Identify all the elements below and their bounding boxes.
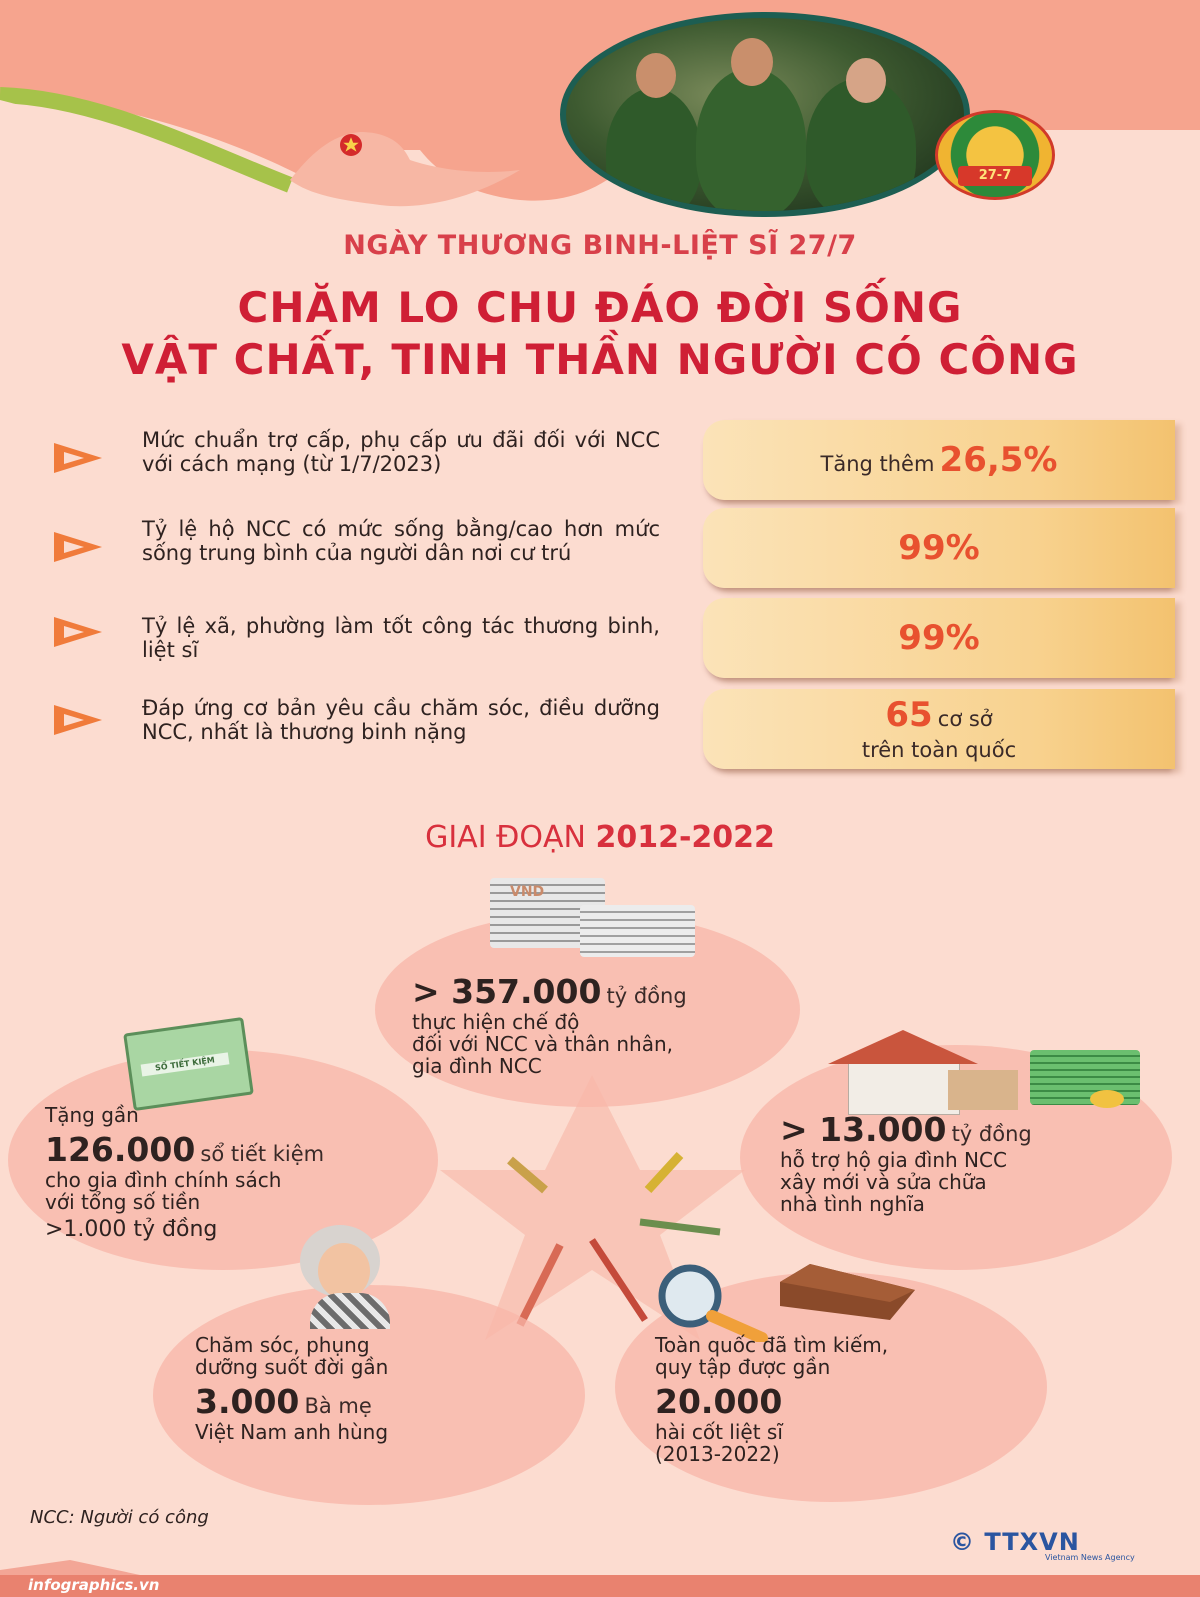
bubble-line: với tổng số tiền [45, 1190, 201, 1214]
period-years: 2012-2022 [595, 820, 775, 855]
bubble-line: xây mới và sửa chữa [780, 1170, 987, 1194]
stat-label: Đáp ứng cơ bản yêu cầu chăm sóc, điều dưỡng NCC, nhất là thương binh nặng [142, 696, 660, 744]
stat-big-number: > 13.000 [780, 1110, 947, 1149]
stat-value-pill [703, 420, 1175, 500]
bubble-line: dưỡng suốt đời gần [195, 1355, 389, 1379]
ttxvn-tagline: Vietnam News Agency [1045, 1553, 1135, 1562]
star-icon [340, 134, 362, 156]
footnote: NCC: Người có công [30, 1507, 209, 1528]
money-label: VND [510, 884, 545, 900]
bubble-top-text [412, 972, 687, 1077]
page-title-line2: VẬT CHẤT, TINH THẦN NGƯỜI CÓ CÔNG [121, 335, 1079, 384]
house-icon [828, 1030, 1018, 1115]
stat-big-number: 3.000 [195, 1382, 300, 1421]
war-invalids-emblem [935, 110, 1055, 200]
stat-unit: sổ tiết kiệm [200, 1142, 325, 1166]
bubble-line: quy tập được gần [655, 1355, 831, 1379]
period-heading [0, 820, 1200, 855]
stat-big-number: 20.000 [655, 1382, 783, 1421]
stat-label: Mức chuẩn trợ cấp, phụ cấp ưu đãi đối với NCC với cách mạng (từ 1/7/2023) [142, 428, 660, 476]
stat-unit: tỷ đồng [606, 984, 687, 1008]
bubble-line: Tặng gần [45, 1103, 139, 1127]
stat-label: Tỷ lệ xã, phường làm tốt công tác thương binh, liệt sĩ [142, 614, 660, 662]
stat-big-number: > 357.000 [412, 972, 602, 1011]
bubble-line: Chăm sóc, phụng [195, 1333, 370, 1357]
stat-sub: trên toàn quốc [861, 738, 1017, 762]
stat-value: 26,5% [939, 440, 1058, 480]
stat-unit: tỷ đồng [951, 1122, 1032, 1146]
play-arrow-icon [50, 529, 106, 565]
stat-value: 99% [898, 618, 980, 658]
stat-prefix: Tăng thêm [820, 452, 935, 476]
bubble-line: hài cốt liệt sĩ [655, 1420, 783, 1444]
bubble-line: cho gia đình chính sách [45, 1168, 282, 1192]
bubble-line: gia đình NCC [412, 1054, 542, 1078]
stat-unit: Bà mẹ [304, 1394, 372, 1418]
stat-value: 99% [898, 528, 980, 568]
site-link[interactable]: infographics.vn [28, 1576, 160, 1594]
coffin-icon [770, 1262, 920, 1324]
page-title-line1: CHĂM LO CHU ĐÁO ĐỜI SỐNG [237, 283, 963, 332]
play-arrow-icon [50, 614, 106, 650]
bubble-line: (2013-2022) [655, 1442, 780, 1466]
bubble-line: Việt Nam anh hùng [195, 1420, 389, 1444]
footer-bar [0, 1575, 1200, 1597]
stat-value-pill [703, 508, 1175, 588]
play-arrow-icon [50, 702, 106, 738]
coin-icon [1090, 1090, 1124, 1108]
period-label: GIAI ĐOẠN [425, 820, 586, 855]
bubble-right-text [780, 1110, 1032, 1215]
stat-value: 65 [885, 695, 933, 735]
savings-book-label: SỔ TIẾT KIỆM [141, 1052, 230, 1076]
stat-value-pill [703, 689, 1175, 769]
page-subtitle: NGÀY THƯƠNG BINH-LIỆT SĨ 27/7 [343, 230, 857, 261]
bubble-left-text [45, 1104, 324, 1241]
stat-value-pill [703, 598, 1175, 678]
veterans-photo [560, 12, 970, 217]
bubble-line: >1.000 tỷ đồng [45, 1217, 218, 1242]
bubble-line: nhà tình nghĩa [780, 1192, 925, 1216]
money-stack-icon [580, 905, 695, 957]
bubble-line: hỗ trợ hộ gia đình NCC [780, 1148, 1007, 1172]
play-arrow-icon [50, 440, 106, 476]
emblem-label: 27-7 [958, 166, 1032, 186]
bubble-line: thực hiện chế độ [412, 1010, 580, 1034]
stat-unit: cơ sở [937, 707, 993, 731]
bubble-line: Toàn quốc đã tìm kiếm, [655, 1333, 889, 1357]
stat-label: Tỷ lệ hộ NCC có mức sống bằng/cao hơn mức sống trung bình của người dân nơi cư trú [142, 517, 660, 565]
ttxvn-logo: © TTXVN [950, 1528, 1080, 1556]
bubble-bottom-right-text [655, 1334, 888, 1465]
bubble-bottom-left-text [195, 1334, 388, 1443]
stat-big-number: 126.000 [45, 1130, 196, 1169]
magnifier-icon [650, 1262, 770, 1342]
bubble-line: đối với NCC và thân nhân, [412, 1032, 673, 1056]
savings-book-icon [123, 1017, 254, 1111]
